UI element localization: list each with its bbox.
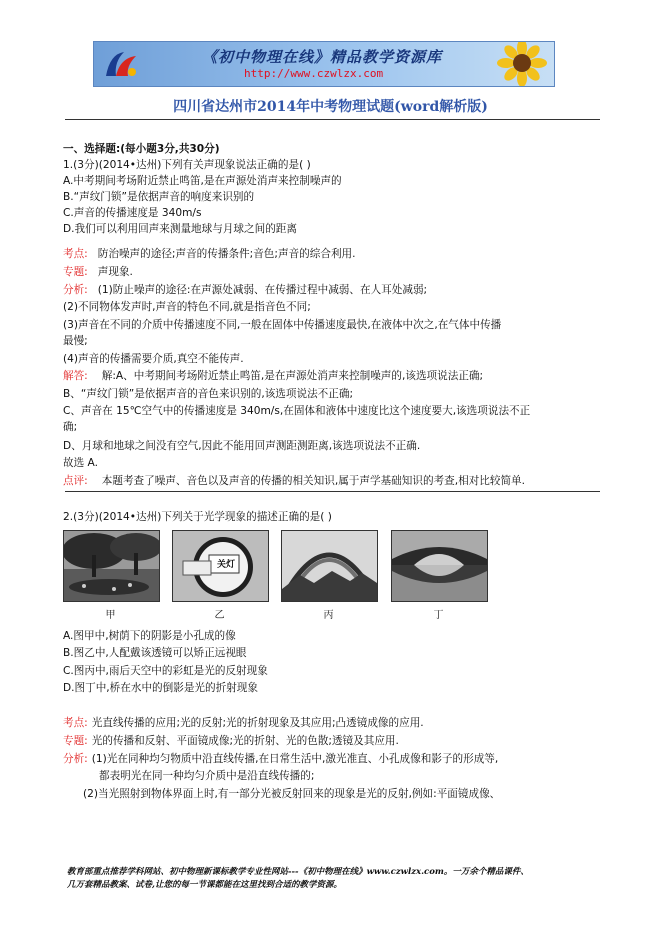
q1-jieda-3: C、声音在 15℃空气中的传播速度是 340m/s,在固体和液体中速度比这个速度要大,该选项说法不正: [63, 405, 531, 417]
q1-option-d: D.我们可以利用回声来测量地球与月球之间的距离: [63, 223, 297, 235]
kaodian-label: 考点:: [63, 248, 88, 260]
q1-fenxi-2: (2)不同物体发声时,声音的特色不同,就是指音色不同;: [63, 301, 311, 313]
lens-sign-text: 关灯: [216, 560, 235, 570]
q2-option-a: A.图甲中,树荫下的阴影是小孔成的像: [63, 630, 236, 642]
q2-kaodian-text: 光直线传播的应用;光的反射;光的折射现象及其应用;凸透镜成像的应用.: [91, 717, 424, 729]
header-banner: [93, 41, 555, 87]
photo-ding-bridge-reflection: [391, 530, 488, 602]
q2-fenxi-1: [63, 752, 498, 766]
q1-option-c: C.声音的传播速度是 340m/s: [63, 207, 202, 219]
caption-jia: 甲: [105, 610, 116, 621]
q1-fenxi-3: (3)声音在不同的介质中传播速度不同,一般在固体中传播速度最快,在液体中次之,在气体中传播: [63, 319, 502, 331]
q1-fenxi-1: [63, 283, 427, 297]
q1-jieda-1: [63, 369, 483, 383]
jieda-label: 解答:: [63, 370, 88, 382]
q1-option-b: B.“声纹门锁”是依据声音的响度来识别的: [63, 191, 255, 203]
dianping-label: 点评:: [63, 475, 88, 487]
q1-jieda-2: B、“声纹门锁”是依据声音的音色来识别的,该选项说法不正确;: [63, 388, 354, 400]
q2-fenxi-3: (2)当光照射到物体界面上时,有一部分光被反射回来的现象是光的反射,例如:平面镜成像、: [83, 788, 501, 800]
q1-jieda-5: D、月球和地球之间没有空气,因此不能用回声测距测距离,该选项说法不正确.: [63, 440, 421, 452]
q1-zhuanti-text: 声现象.: [97, 266, 133, 278]
sunflower-icon: [484, 42, 554, 86]
q2-option-d: D.图丁中,桥在水中的倒影是光的折射现象: [63, 682, 258, 694]
footer-line-2: 几万套精品教案、试卷,让您的每一节课都能在这里找到合适的教学资源。: [67, 880, 342, 890]
q2-option-b: B.图乙中,人配戴该透镜可以矫正远视眼: [63, 647, 247, 659]
q1-dianping: [63, 474, 525, 488]
caption-ding: 丁: [433, 610, 444, 621]
q1-fenxi-text: (1)防止噪声的途径:在声源处减弱、在传播过程中减弱、在人耳处减弱;: [97, 284, 428, 296]
caption-yi: 乙: [214, 610, 225, 621]
q2-fenxi-2: 都表明光在同一种均匀介质中是沿直线传播的;: [99, 770, 315, 782]
q1-jieda-4: 确;: [63, 421, 78, 433]
fenxi-label-2: 分析:: [63, 753, 88, 765]
q1-kaodian-text: 防治噪声的途径;声音的传播条件;音色;声音的综合利用.: [97, 248, 356, 260]
q1-fenxi-5: (4)声音的传播需要介质,真空不能传声.: [63, 353, 244, 365]
zhuanti-label-2: 专题:: [63, 735, 88, 747]
photo-jia-tree-shadow: [63, 530, 160, 602]
section-heading: 一、选择题:(每小题3分,共30分): [63, 143, 220, 155]
q1-option-a: A.中考期间考场附近禁止鸣笛,是在声源处消声来控制噪声的: [63, 175, 342, 187]
banner-url[interactable]: http://www.czwlzx.com: [244, 67, 384, 80]
q1-zhuanti: [63, 265, 133, 279]
q2-stem: 2.(3分)(2014•达州)下列关于光学现象的描述正确的是( ): [63, 511, 332, 523]
q1-stem: 1.(3分)(2014•达州)下列有关声现象说法正确的是( ): [63, 159, 311, 171]
photo-bing-rainbow: [281, 530, 378, 602]
caption-bing: 丙: [323, 610, 334, 621]
document-title: 四川省达州市2014年中考物理试题(word解析版): [173, 99, 488, 115]
q2-zhuanti: [63, 734, 399, 748]
q2-kaodian: [63, 716, 424, 730]
q1-dianping-text: 本题考查了噪声、音色以及声音的传播的相关知识,属于声学基础知识的考查,相对比较简单.: [101, 475, 526, 487]
q1-jieda-6: 故选 A.: [63, 457, 98, 469]
fenxi-label: 分析:: [63, 284, 88, 296]
q1-jieda-text: 解:A、中考期间考场附近禁止鸣笛,是在声源处消声来控制噪声的,该选项说法正确;: [101, 370, 484, 382]
q2-option-c: C.图丙中,雨后天空中的彩虹是光的反射现象: [63, 665, 268, 677]
page-footer: [67, 866, 529, 892]
banner-title: 《初中物理在线》精品教学资源库: [202, 48, 443, 66]
logo-icon: [102, 48, 142, 80]
zhuanti-label: 专题:: [63, 266, 88, 278]
q1-divider: [65, 491, 600, 492]
photo-yi-lens: [172, 530, 269, 602]
q2-fenxi-text: (1)光在同种均匀物质中沿直线传播,在日常生活中,激光准直、小孔成像和影子的形成等,: [91, 753, 499, 765]
q1-kaodian: [63, 247, 356, 261]
footer-line-1: 教育部重点推荐学科网站、初中物理新课标教学专业性网站---《初中物理在线》www.czwlzx.com。一万余个精品课件、: [67, 867, 529, 877]
title-rule: [65, 119, 600, 120]
q2-zhuanti-text: 光的传播和反射、平面镜成像;光的折射、光的色散;透镜及其应用.: [91, 735, 399, 747]
kaodian-label-2: 考点:: [63, 717, 88, 729]
q1-fenxi-4: 最慢;: [63, 335, 88, 347]
